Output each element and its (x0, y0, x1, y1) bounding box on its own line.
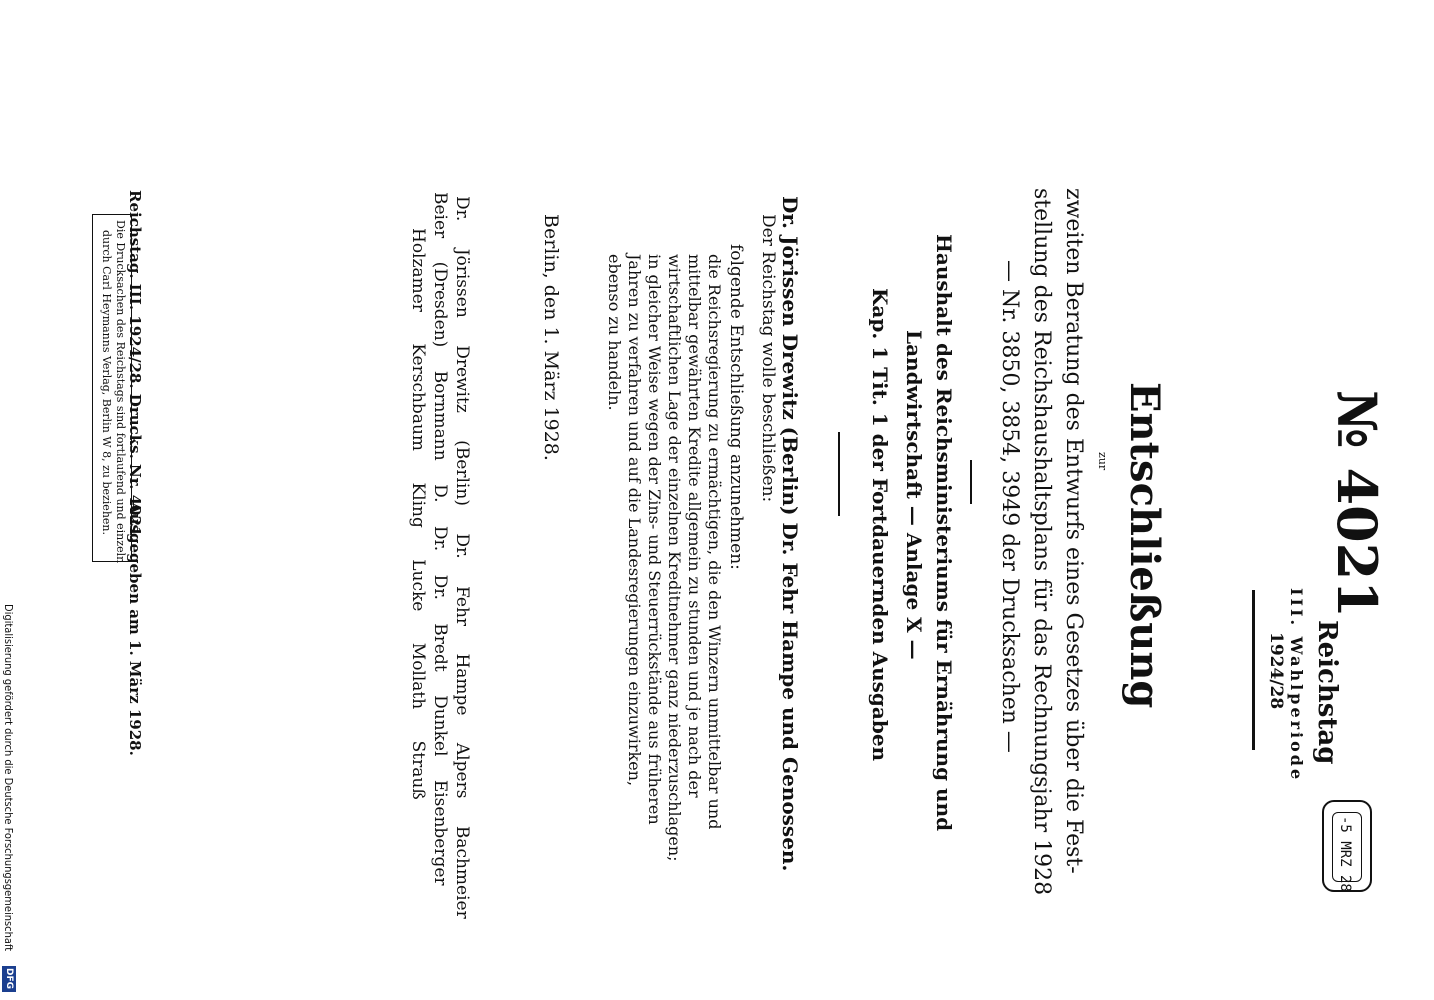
subject-line-2: stellung des Reichshaushaltsplans für das Rechnungsjahr 1928 (1029, 188, 1054, 896)
resolution-line: die Reichsregierung zu ermächtigen, die den Winzern unmittelbar und (705, 254, 724, 830)
signatory: Dunkel (430, 695, 450, 757)
signatory: Hampe (452, 653, 472, 716)
signatory: Mollath (408, 642, 428, 710)
signatory: Kling (408, 482, 428, 528)
imprint-line-2: durch Carl Heymanns Verlag, Berlin W 8, zu beziehen. (100, 230, 113, 535)
resolution-intro: folgende Entschließung anzunehmen: (726, 244, 746, 570)
header-rule (1252, 590, 1255, 750)
budget-line-1: Haushalt des Reichsministeriums für Ernährung und (932, 234, 956, 832)
signatory: D. Dr. Dr. Bredt (430, 484, 450, 672)
signatory: Strauß (408, 740, 428, 800)
title-zur: zur (1096, 452, 1109, 471)
imprint-line-1: Die Drucksachen des Reichstags sind fortlaufend und einzeln (114, 220, 127, 564)
subject-line-3: — Nr. 3850, 3854, 3949 der Drucksachen — (997, 260, 1022, 753)
stamp-date: -5 MRZ 28 (1337, 816, 1353, 892)
header-years: 1924/28 (1266, 632, 1286, 710)
signatory: Alpers (452, 742, 472, 799)
budget-divider (838, 432, 840, 516)
resolution-line: Jahren zu verfahren und auf die Landesregierungen einzuwirken, (625, 254, 644, 787)
footer-right: Ausgegeben am 1. März 1928. (126, 502, 144, 756)
signatory: Kerschbaum (408, 343, 428, 452)
signatory: Bornmann (430, 370, 450, 461)
document-title: Entschließung (1121, 382, 1168, 709)
resolution-line: ebenso zu handeln. (605, 254, 624, 411)
signatory: Dr. Fehr (452, 533, 472, 627)
resolution-line: wirtschaftlichen Lage der einzelnen Kreditnehmer ganz niederzuschlagen; (665, 254, 684, 862)
dfg-logo-text: DFG (4, 968, 14, 990)
budget-line-3: Kap. 1 Tit. 1 der Fortdauernden Ausgaben (868, 288, 892, 762)
digitization-note: Digitalisierung gefördert durch die Deutsche Forschungsgemeinschaft (2, 604, 15, 952)
dfg-logo (2, 966, 16, 992)
resolve-intro: Der Reichstag wolle beschließen: (758, 214, 778, 503)
signatory: Drewitz (Berlin) (452, 345, 472, 506)
signatory: Holzamer (408, 228, 428, 312)
signatory: Bachmeier (452, 825, 472, 919)
subject-line-1: zweiten Beratung des Entwurfs eines Gesetzes über die Fest- (1061, 188, 1086, 874)
signatory: Beier (Dresden) (430, 192, 450, 348)
signatory: Lucke (408, 559, 428, 612)
signatories-row-1 (453, 196, 470, 919)
resolution-line: mittelbar gewährten Kredite allgemein zu stunden und je nach der (685, 254, 704, 798)
document-number: № 4021 (1325, 390, 1389, 618)
header-reichstag: Reichstag (1312, 620, 1342, 765)
header-period: III. Wahlperiode (1287, 588, 1306, 783)
footer-left: Reichstag. III. 1924/28. Drucks. Nr. 4021. (126, 190, 144, 542)
signatory: Eisenberger (430, 779, 450, 886)
receipt-stamp (1322, 800, 1372, 892)
resolution-line: in gleicher Weise wegen der Zins- und Steuerrückstände aus früheren (645, 254, 664, 825)
signatory: Dr. Jörissen (452, 196, 472, 318)
place-date: Berlin, den 1. März 1928. (540, 214, 562, 461)
signatories-row-2 (431, 192, 448, 886)
signatories-row-3 (409, 228, 426, 800)
budget-line-2: Landwirtschaft — Anlage X — (902, 330, 926, 660)
movers: Dr. Jörissen Drewitz (Berlin) Dr. Fehr Hampe und Genossen. (778, 196, 802, 872)
subject-divider (970, 460, 972, 504)
